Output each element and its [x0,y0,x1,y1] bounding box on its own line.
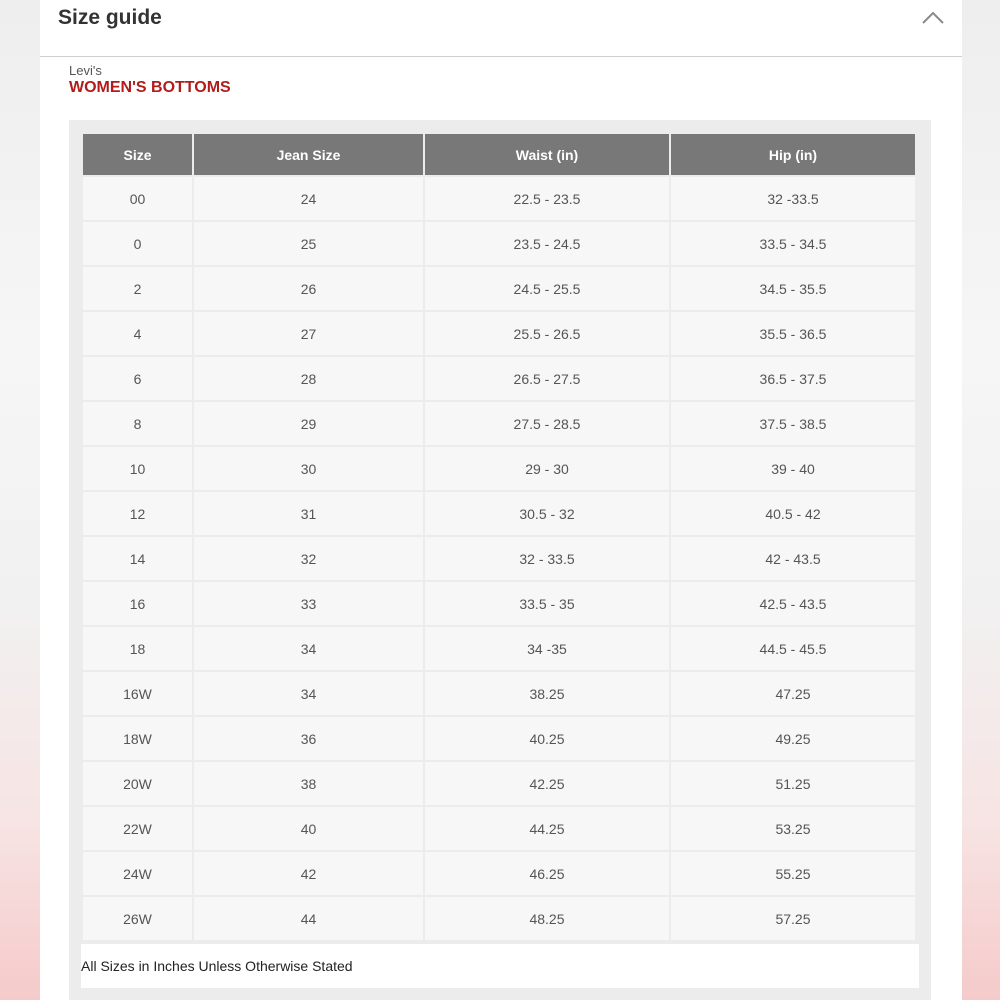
table-row [83,402,915,445]
table-cell-jean-size: 31 [194,492,423,535]
chevron-up-icon [918,6,948,32]
table-row [83,672,915,715]
table-cell-hip: 33.5 - 34.5 [671,222,915,265]
column-header-size: Size [83,134,192,175]
table-cell-waist: 26.5 - 27.5 [425,357,669,400]
size-table [81,132,917,942]
table-cell-jean-size: 40 [194,807,423,850]
table-cell-size: 4 [83,312,192,355]
table-cell-size: 8 [83,402,192,445]
table-cell-size: 00 [83,177,192,220]
table-row [83,762,915,805]
size-guide-header[interactable] [40,0,962,57]
table-row [83,582,915,625]
table-cell-size: 20W [83,762,192,805]
table-cell-size: 24W [83,852,192,895]
table-cell-hip: 51.25 [671,762,915,805]
table-row [83,492,915,535]
table-cell-size: 22W [83,807,192,850]
table-row [83,357,915,400]
table-cell-waist: 38.25 [425,672,669,715]
table-body [83,177,915,940]
table-cell-waist: 44.25 [425,807,669,850]
table-cell-hip: 55.25 [671,852,915,895]
table-cell-jean-size: 33 [194,582,423,625]
table-row [83,807,915,850]
table-row [83,312,915,355]
table-cell-waist: 48.25 [425,897,669,940]
table-cell-waist: 30.5 - 32 [425,492,669,535]
table-cell-jean-size: 26 [194,267,423,310]
brand-label: Levi's [69,63,102,78]
table-cell-size: 18W [83,717,192,760]
table-cell-jean-size: 38 [194,762,423,805]
table-cell-jean-size: 30 [194,447,423,490]
note-box [81,944,919,988]
table-cell-waist: 32 - 33.5 [425,537,669,580]
table-cell-jean-size: 34 [194,672,423,715]
size-guide-panel [40,0,962,1000]
table-cell-waist: 24.5 - 25.5 [425,267,669,310]
table-cell-waist: 46.25 [425,852,669,895]
table-cell-waist: 42.25 [425,762,669,805]
table-cell-hip: 36.5 - 37.5 [671,357,915,400]
column-header-waist: Waist (in) [425,134,669,175]
table-cell-waist: 22.5 - 23.5 [425,177,669,220]
table-cell-jean-size: 27 [194,312,423,355]
table-cell-size: 10 [83,447,192,490]
table-cell-hip: 34.5 - 35.5 [671,267,915,310]
table-row [83,897,915,940]
table-cell-waist: 34 -35 [425,627,669,670]
table-cell-size: 16W [83,672,192,715]
table-cell-jean-size: 28 [194,357,423,400]
page-title: Size guide [58,6,162,29]
size-table-container [69,120,931,1000]
column-header-jean-size: Jean Size [194,134,423,175]
table-cell-hip: 42 - 43.5 [671,537,915,580]
table-cell-size: 18 [83,627,192,670]
table-cell-jean-size: 36 [194,717,423,760]
table-header-row [83,134,915,175]
table-cell-jean-size: 42 [194,852,423,895]
table-cell-waist: 27.5 - 28.5 [425,402,669,445]
table-cell-hip: 40.5 - 42 [671,492,915,535]
table-row [83,177,915,220]
table-cell-hip: 32 -33.5 [671,177,915,220]
table-cell-size: 6 [83,357,192,400]
footnote: All Sizes in Inches Unless Otherwise Stated [81,958,353,974]
table-cell-hip: 49.25 [671,717,915,760]
table-cell-size: 16 [83,582,192,625]
table-cell-jean-size: 44 [194,897,423,940]
page-background-right [960,0,1000,1000]
table-row [83,447,915,490]
table-cell-hip: 39 - 40 [671,447,915,490]
table-row [83,267,915,310]
table-cell-size: 12 [83,492,192,535]
table-cell-hip: 35.5 - 36.5 [671,312,915,355]
table-cell-jean-size: 32 [194,537,423,580]
table-cell-hip: 42.5 - 43.5 [671,582,915,625]
page-background-left [0,0,40,1000]
table-row [83,222,915,265]
table-cell-hip: 37.5 - 38.5 [671,402,915,445]
table-cell-hip: 47.25 [671,672,915,715]
table-cell-waist: 25.5 - 26.5 [425,312,669,355]
table-cell-jean-size: 25 [194,222,423,265]
table-row [83,537,915,580]
table-cell-waist: 33.5 - 35 [425,582,669,625]
table-cell-hip: 57.25 [671,897,915,940]
table-cell-jean-size: 29 [194,402,423,445]
category-title: WOMEN'S BOTTOMS [69,79,231,96]
table-cell-size: 26W [83,897,192,940]
table-row [83,627,915,670]
table-cell-hip: 53.25 [671,807,915,850]
table-cell-jean-size: 24 [194,177,423,220]
table-row [83,717,915,760]
table-cell-size: 0 [83,222,192,265]
table-cell-size: 14 [83,537,192,580]
table-cell-jean-size: 34 [194,627,423,670]
collapse-button[interactable] [918,6,948,32]
table-cell-hip: 44.5 - 45.5 [671,627,915,670]
table-row [83,852,915,895]
table-cell-size: 2 [83,267,192,310]
table-cell-waist: 23.5 - 24.5 [425,222,669,265]
column-header-hip: Hip (in) [671,134,915,175]
table-cell-waist: 29 - 30 [425,447,669,490]
table-cell-waist: 40.25 [425,717,669,760]
